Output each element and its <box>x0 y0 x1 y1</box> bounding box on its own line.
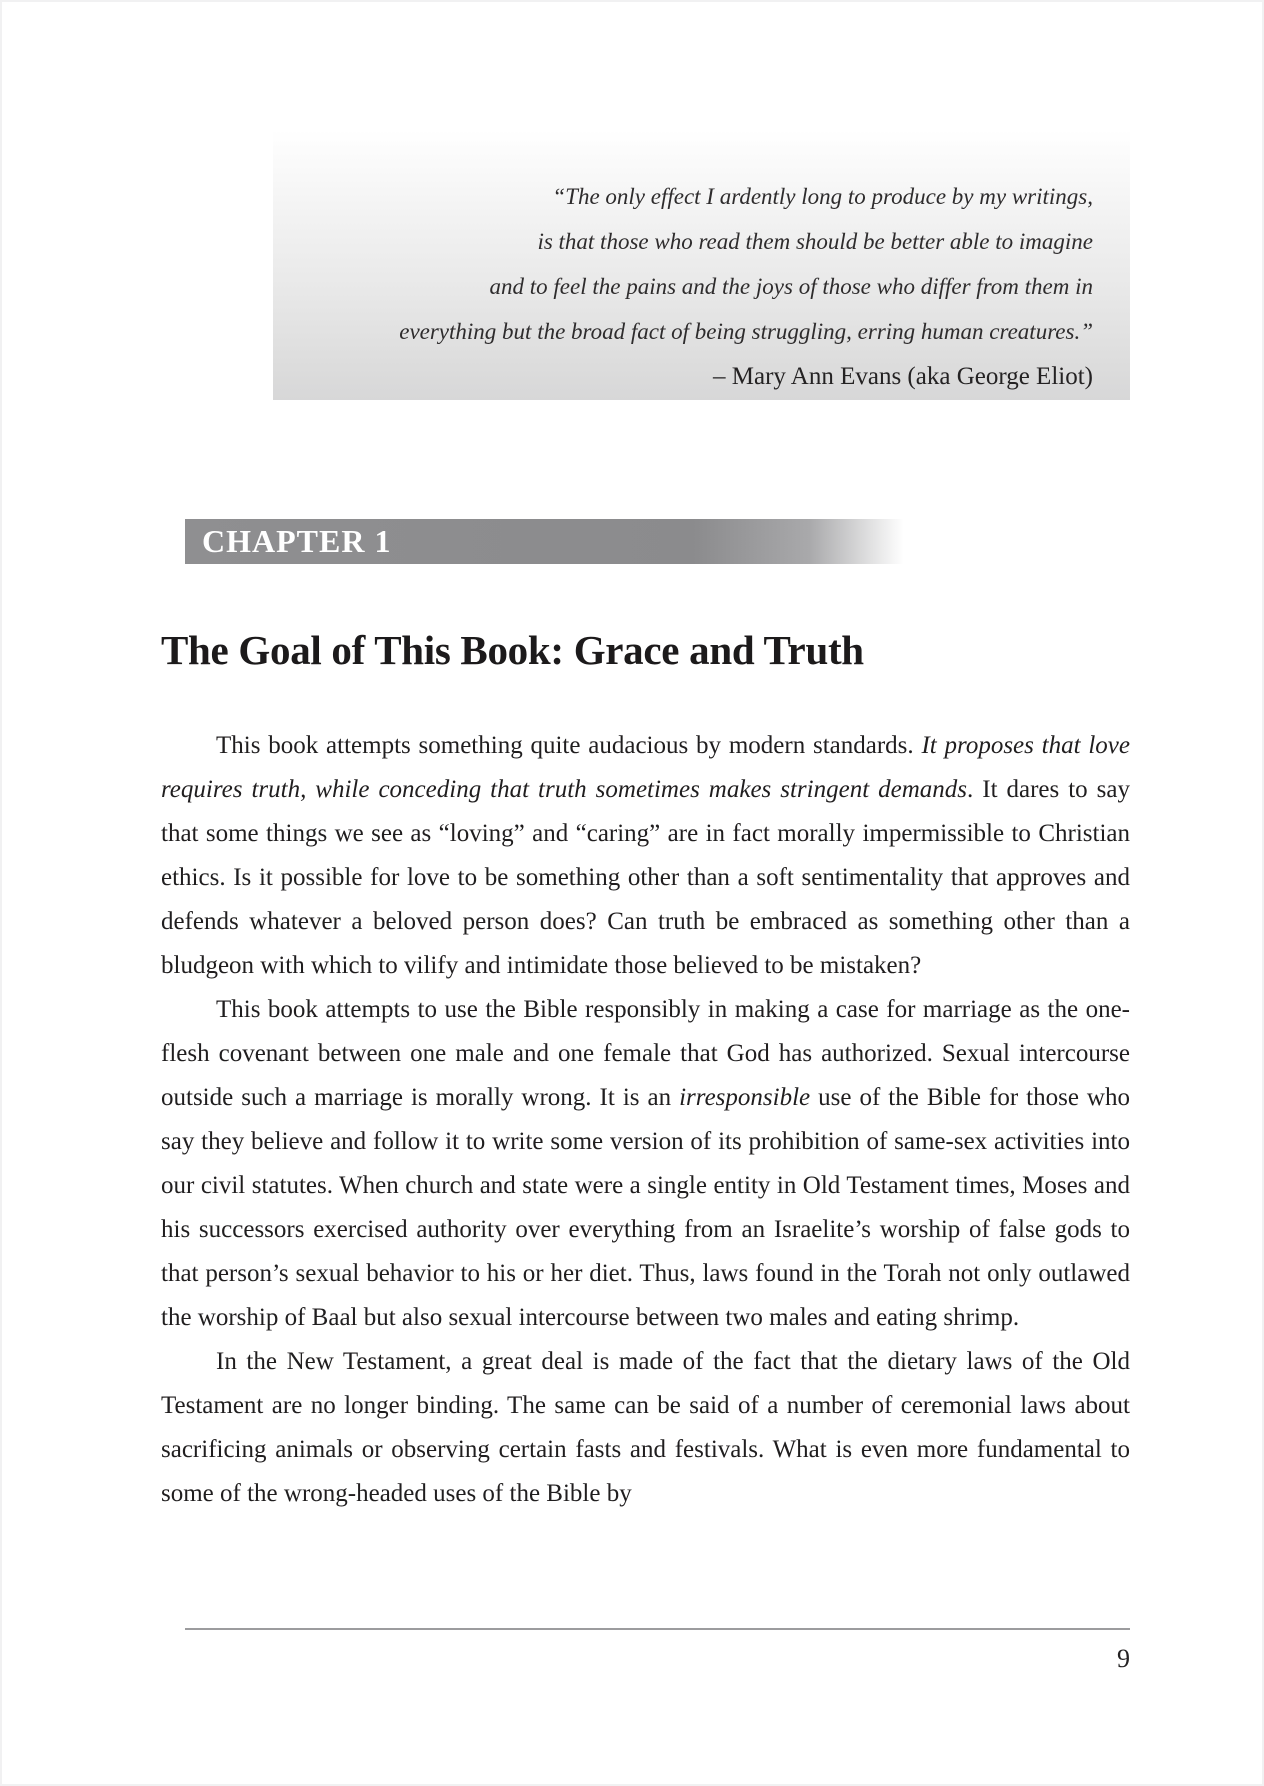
paragraph <box>161 988 1130 1340</box>
text-segment: This book attempts to use the Bible responsibly in making a case for marriage as the one-flesh covenant between one male and one female that God has authorized. Sexual intercourse outside such a marriage is morally wrong. It is an <box>161 996 1130 1111</box>
italic-text-segment: It proposes that love requires truth, while conceding that truth sometimes makes stringent demands <box>161 732 1130 803</box>
text-segment: . It dares to say that some things we see as “loving” and “caring” are in fact morally impermissible to Christian ethics. Is it possible for love to be something other than a soft sentimentality that approves and defends whatever a beloved person does? Can truth be embraced as something other than a bludgeon with which to vilify and intimidate those believed to be mistaken? <box>161 776 1130 979</box>
footer-rule <box>185 1628 1130 1630</box>
text-segment: In the New Testament, a great deal is made of the fact that the dietary laws of the Old Testament are no longer binding. The same can be said of a number of ceremonial laws about sacrificing animals or observing certain fasts and festivals. What is even more fundamental to some of the wrong-headed uses of the Bible by <box>161 1348 1130 1507</box>
chapter-banner <box>185 519 911 564</box>
text-segment: This book attempts something quite audacious by modern standards. <box>216 732 922 759</box>
page-number: 9 <box>1117 1644 1130 1673</box>
paragraph <box>161 724 1130 988</box>
body-text <box>161 724 1130 1516</box>
chapter-title: The Goal of This Book: Grace and Truth <box>161 627 864 673</box>
paragraph <box>161 1340 1130 1516</box>
epigraph-attribution: – Mary Ann Evans (aka George Eliot) <box>713 363 1093 390</box>
epigraph-line: “The only effect I ardently long to produce by my writings, <box>552 184 1093 209</box>
epigraph-quote-box <box>273 130 1130 400</box>
epigraph-lines <box>303 174 1093 354</box>
chapter-label: CHAPTER 1 <box>202 523 392 559</box>
italic-text-segment: irresponsible <box>679 1084 811 1111</box>
epigraph-line: everything but the broad fact of being struggling, erring human creatures.” <box>399 319 1093 344</box>
epigraph-line: is that those who read them should be better able to imagine <box>537 229 1093 254</box>
epigraph-line: and to feel the pains and the joys of those who differ from them in <box>489 274 1093 299</box>
text-segment: use of the Bible for those who say they believe and follow it to write some version of its prohibition of same-sex activities into our civil statutes. When church and state were a single entity in Old Testament times, Moses and his successors exercised authority over everything from an Israelite’s worship of false gods to that person’s sexual behavior to his or her diet. Thus, laws found in the Torah not only outlawed the worship of Baal but also sexual intercourse between two males and eating shrimp. <box>161 1084 1130 1331</box>
